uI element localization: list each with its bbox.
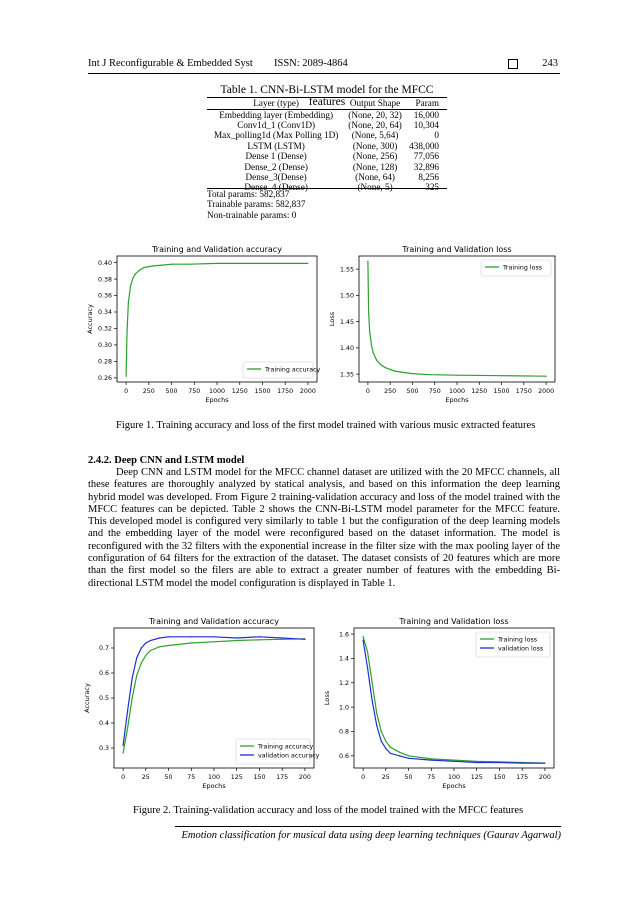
y-tick-label: 1.45 — [339, 318, 354, 326]
data-point — [385, 748, 386, 749]
chart-title: Training and Validation accuracy — [149, 617, 279, 626]
table-caption: Table 1. CNN-Bi-LSTM model for the MFCC features — [220, 84, 434, 108]
data-point — [307, 263, 308, 264]
x-tick-label: 200 — [298, 774, 311, 781]
x-tick-label: 2000 — [299, 388, 316, 395]
table-header-row — [207, 98, 447, 110]
data-point — [453, 759, 454, 760]
y-tick-label: 1.6 — [338, 631, 349, 639]
data-point — [431, 758, 432, 759]
legend-label: Training loss — [503, 264, 543, 272]
data-point — [191, 636, 192, 637]
data-point — [367, 652, 368, 653]
data-point — [145, 642, 146, 643]
layer-cell: LSTM (LSTM) — [247, 140, 305, 151]
data-point — [367, 668, 368, 669]
data-point — [381, 365, 382, 366]
y-tick-label: 0.30 — [97, 342, 112, 350]
shape-cell: (None, 256) — [352, 151, 398, 162]
data-point — [499, 762, 500, 763]
x-tick-label: 0 — [361, 774, 366, 781]
chart-title: Training and Validation loss — [399, 617, 509, 626]
x-tick-label: 1750 — [277, 388, 294, 395]
shape-cell: (None, 20, 64) — [348, 119, 402, 130]
data-point — [430, 374, 431, 375]
param-cell: 16,000 — [413, 109, 439, 120]
data-point — [122, 745, 123, 746]
legend-label: Training accuracy — [265, 366, 321, 374]
data-point — [372, 700, 373, 701]
data-point — [399, 752, 400, 753]
series-line — [126, 263, 308, 376]
chart-title: Training and Validation accuracy — [152, 245, 282, 254]
y-tick-label: 0.7 — [98, 645, 109, 653]
column-header: Output Shape — [345, 98, 405, 110]
y-tick-label: 0.8 — [338, 728, 349, 736]
data-point — [125, 376, 126, 377]
y-tick-label: 0.6 — [338, 753, 349, 761]
data-point — [381, 731, 382, 732]
x-tick-label: 25 — [141, 774, 150, 781]
x-tick-label: 175 — [516, 774, 529, 781]
shape-cell: (None, 64) — [355, 171, 395, 182]
section-body — [88, 467, 560, 590]
y-tick-label: 1.50 — [339, 292, 354, 300]
data-point — [376, 725, 377, 726]
series-line — [123, 639, 305, 753]
issn: ISSN: 2089-4864 — [274, 58, 348, 69]
data-point — [282, 639, 283, 640]
y-tick-label: 0.26 — [97, 375, 112, 383]
data-point — [171, 264, 172, 265]
y-tick-label: 1.4 — [338, 655, 349, 663]
y-tick-label: 1.55 — [339, 266, 354, 274]
data-point — [145, 655, 146, 656]
shape-cell: (None, 20, 32) — [348, 109, 402, 120]
x-tick-label: 1250 — [471, 388, 488, 395]
x-axis-label: Epochs — [205, 396, 229, 404]
layer-cell: Dense_2 (Dense) — [244, 161, 308, 172]
table-row — [207, 130, 447, 140]
y-axis-label: Loss — [323, 690, 331, 706]
column-header: Param — [405, 98, 447, 110]
data-point — [371, 345, 372, 346]
paragraph-text: Deep CNN and LSTM model for the MFCC channel dataset are utilized with the 20 MFCC channels, all these features are thoroughly analyzed by statical analysis, and based on this information the deep learning hybrid model was developed. From Figure 2 training-validation accuracy and loss of the model trained with the MFCC features can be depicted. Table 2 shows the CNN-Bi-LSTM model parameter for the MFCC feature. This developed model is configured very similarly to table 1 but the configuration of the deep learning models and the embedding layer of the model were reconfigured based on the dataset information. The model is reconfigured with the 32 filters with the exponential increase in the filter size with the max pooling layer of the configuration of 64 filters for the extraction of the dataset. The dataset consists of 20 features which are more than the first model so the filers are able to extract a greater number of features with the embedding Bi-directional LSTM model the model configuration is displayed in Table 1. — [88, 467, 560, 589]
x-tick-label: 500 — [165, 388, 178, 395]
data-point — [399, 755, 400, 756]
x-axis-label: Epochs — [202, 782, 226, 790]
data-point — [394, 370, 395, 371]
legend-label: validation accuracy — [258, 752, 320, 760]
data-point — [162, 264, 163, 265]
param-cell: 10,304 — [413, 119, 439, 130]
y-tick-label: 1.35 — [339, 371, 354, 379]
figure1-caption: Figure 1. Training accuracy and loss of the first model trained with various music extracted features — [116, 420, 536, 431]
data-point — [139, 269, 140, 270]
data-point — [522, 763, 523, 764]
trainable-params: Trainable params: 582,837 — [207, 199, 306, 210]
data-point — [390, 747, 391, 748]
chart-title: Training and Validation loss — [402, 245, 512, 254]
y-tick-label: 0.38 — [97, 276, 112, 284]
data-point — [150, 640, 151, 641]
table-row — [207, 172, 447, 182]
x-tick-label: 150 — [493, 774, 506, 781]
data-point — [373, 353, 374, 354]
data-point — [144, 267, 145, 268]
data-point — [130, 285, 131, 286]
data-point — [304, 639, 305, 640]
data-point — [545, 376, 546, 377]
table-row — [207, 120, 447, 130]
data-point — [259, 639, 260, 640]
x-tick-label: 100 — [447, 774, 461, 781]
data-point — [431, 759, 432, 760]
data-point — [381, 741, 382, 742]
legend-label: Training loss — [498, 636, 538, 644]
page-number: 243 — [542, 58, 558, 69]
data-point — [372, 682, 373, 683]
table-row — [207, 109, 447, 120]
x-tick-label: 125 — [470, 774, 483, 781]
data-point — [456, 375, 457, 376]
fig2-accuracy-chart — [84, 614, 322, 792]
layer-cell: Conv1d_1 (Conv1D) — [237, 119, 316, 130]
data-point — [141, 662, 142, 663]
column-header: Layer (type) — [207, 98, 345, 110]
table-row — [207, 151, 447, 161]
x-tick-label: 500 — [406, 388, 419, 395]
x-axis-label: Epochs — [445, 396, 469, 404]
layer-cell: Embedding layer (Embedding) — [219, 109, 334, 120]
data-point — [376, 360, 377, 361]
data-point — [476, 761, 477, 762]
param-cell: 325 — [425, 182, 439, 193]
param-cell: 77,056 — [413, 151, 439, 162]
data-point — [127, 727, 128, 728]
y-tick-label: 0.3 — [98, 745, 109, 753]
model-table — [207, 97, 447, 193]
y-tick-label: 0.28 — [97, 358, 112, 366]
data-point — [135, 274, 136, 275]
param-cell: 32,896 — [413, 161, 439, 172]
data-point — [362, 636, 363, 637]
data-point — [476, 762, 477, 763]
data-point — [501, 375, 502, 376]
data-point — [376, 713, 377, 714]
data-point — [369, 332, 370, 333]
data-point — [408, 755, 409, 756]
data-point — [385, 367, 386, 368]
y-tick-label: 0.40 — [97, 259, 112, 267]
data-point — [127, 710, 128, 711]
y-tick-label: 1.40 — [339, 345, 354, 353]
fig1-accuracy-chart — [80, 242, 326, 406]
checkbox-square-icon — [508, 59, 518, 69]
x-tick-label: 75 — [427, 774, 436, 781]
footer-rule — [175, 826, 561, 827]
data-point — [236, 640, 237, 641]
legend-label: validation loss — [498, 645, 544, 653]
data-point — [159, 646, 160, 647]
shape-cell: (None, 128) — [352, 161, 398, 172]
x-tick-label: 25 — [381, 774, 390, 781]
data-point — [128, 302, 129, 303]
data-point — [132, 278, 133, 279]
x-tick-label: 250 — [142, 388, 155, 395]
y-axis-label: Accuracy — [86, 304, 94, 334]
fig1-loss-chart — [326, 242, 562, 406]
shape-cell: (None, 5,64) — [351, 130, 399, 141]
y-tick-label: 0.5 — [98, 695, 109, 703]
data-point — [136, 657, 137, 658]
x-tick-label: 50 — [164, 774, 173, 781]
y-tick-label: 1.2 — [338, 679, 349, 687]
y-tick-label: 0.36 — [97, 292, 112, 300]
data-point — [132, 697, 133, 698]
x-tick-label: 1000 — [208, 388, 226, 395]
x-tick-label: 50 — [404, 774, 413, 781]
table-row — [207, 141, 447, 151]
layer-cell: Dense_3(Dense) — [245, 171, 307, 182]
figure2-caption: Figure 2. Training-validation accuracy and loss of the model trained with the MFCC features — [133, 805, 524, 816]
data-point — [408, 758, 409, 759]
x-tick-label: 200 — [538, 774, 551, 781]
data-point — [236, 637, 237, 638]
x-tick-label: 125 — [230, 774, 243, 781]
x-tick-label: 1250 — [231, 388, 248, 395]
y-tick-label: 0.6 — [98, 670, 109, 678]
data-point — [262, 263, 263, 264]
data-point — [282, 637, 283, 638]
series-line — [368, 261, 546, 376]
x-tick-label: 1000 — [448, 388, 466, 395]
data-point — [213, 636, 214, 637]
data-point — [453, 761, 454, 762]
x-tick-label: 0 — [124, 388, 129, 395]
fig2-loss-chart — [324, 614, 562, 792]
layer-cell: Dense 1 (Dense) — [245, 151, 307, 162]
data-point — [367, 261, 368, 262]
table-summary — [207, 188, 447, 220]
data-point — [168, 636, 169, 637]
data-point — [159, 637, 160, 638]
data-point — [368, 311, 369, 312]
data-point — [403, 372, 404, 373]
x-tick-label: 0 — [365, 388, 370, 395]
x-tick-label: 1750 — [515, 388, 532, 395]
header-rule — [88, 73, 560, 74]
section-heading: 2.4.2. Deep CNN and LSTM model — [88, 455, 245, 466]
param-cell: 0 — [434, 130, 439, 141]
data-point — [213, 641, 214, 642]
series-line — [123, 637, 305, 746]
data-point — [385, 741, 386, 742]
non-trainable-params: Non-trainable params: 0 — [207, 209, 297, 220]
x-tick-label: 75 — [187, 774, 196, 781]
page-footer: Emotion classification for musical data using deep learning techniques (Gaurav Agarwal) — [181, 830, 561, 841]
data-point — [362, 640, 363, 641]
y-tick-label: 0.4 — [98, 720, 109, 728]
data-point — [122, 752, 123, 753]
x-tick-label: 175 — [276, 774, 289, 781]
table-row — [207, 162, 447, 172]
legend-label: Training accuracy — [258, 743, 314, 751]
y-tick-label: 0.34 — [97, 309, 112, 317]
data-point — [136, 675, 137, 676]
y-axis-label: Loss — [328, 311, 336, 327]
layer-cell: Max_polling1d (Max Polling 1D) — [213, 130, 339, 141]
total-params: Total params: 582,837 — [207, 189, 290, 199]
data-point — [132, 677, 133, 678]
layer-cell: Dense_4 (Dense) — [244, 182, 308, 193]
data-point — [153, 265, 154, 266]
series-line — [363, 640, 545, 763]
x-tick-label: 1500 — [493, 388, 510, 395]
data-point — [150, 650, 151, 651]
data-point — [216, 263, 217, 264]
data-point — [141, 647, 142, 648]
data-point — [126, 332, 127, 333]
y-axis-label: Accuracy — [83, 683, 91, 713]
data-point — [191, 642, 192, 643]
x-axis-label: Epochs — [442, 782, 466, 790]
journal-name: Int J Reconfigurable & Embedded Syst — [88, 58, 253, 69]
data-point — [412, 373, 413, 374]
x-tick-label: 1500 — [254, 388, 271, 395]
x-tick-label: 100 — [207, 774, 221, 781]
data-point — [544, 763, 545, 764]
x-tick-label: 750 — [428, 388, 441, 395]
data-point — [390, 753, 391, 754]
shape-cell: (None, 300) — [352, 140, 398, 151]
param-cell: 8,256 — [418, 171, 439, 182]
data-point — [189, 264, 190, 265]
param-cell: 438,000 — [409, 140, 439, 151]
x-tick-label: 0 — [121, 774, 126, 781]
x-tick-label: 750 — [188, 388, 201, 395]
y-tick-label: 1.0 — [338, 704, 349, 712]
x-tick-label: 2000 — [538, 388, 555, 395]
x-tick-label: 150 — [253, 774, 266, 781]
x-tick-label: 250 — [384, 388, 397, 395]
y-tick-label: 0.32 — [97, 325, 112, 333]
shape-cell: (None, 5) — [357, 182, 393, 193]
data-point — [168, 645, 169, 646]
data-point — [259, 636, 260, 637]
